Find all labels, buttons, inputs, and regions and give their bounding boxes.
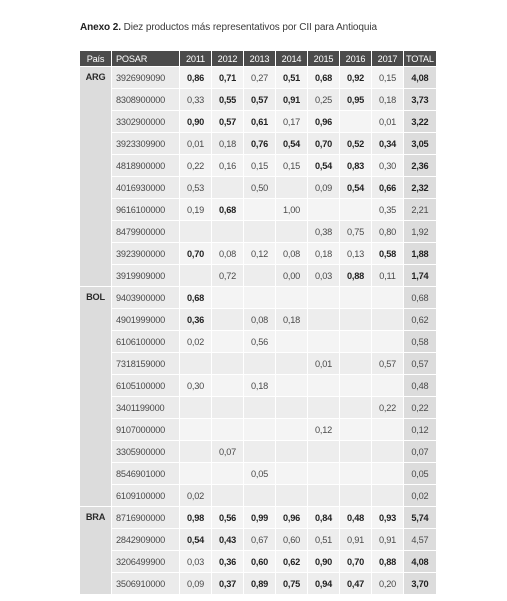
value-cell: 0,68 [308,67,339,88]
value-cell: 0,34 [372,133,403,154]
value-cell: 0,18 [212,133,243,154]
value-cell: 0,54 [180,529,211,550]
value-cell: 0,33 [180,89,211,110]
value-cell: 0,51 [276,67,307,88]
posar-code-cell: 6105100000 [112,375,179,396]
value-cell [308,463,339,484]
posar-code-cell: 3926909090 [112,67,179,88]
value-cell [212,463,243,484]
value-cell [180,397,211,418]
value-cell [372,331,403,352]
value-cell: 0,96 [308,111,339,132]
table-row [80,573,436,594]
posar-code-cell: 8546901000 [112,463,179,484]
value-cell: 0,25 [308,89,339,110]
header-country: País [80,51,111,66]
value-cell [340,463,371,484]
value-cell: 0,80 [372,221,403,242]
header-total: TOTAL [404,51,436,66]
value-cell: 0,09 [308,177,339,198]
value-cell: 0,18 [276,309,307,330]
value-cell [212,397,243,418]
posar-code-cell: 4901999000 [112,309,179,330]
value-cell: 0,22 [180,155,211,176]
value-cell: 0,99 [244,507,275,528]
value-cell: 0,88 [340,265,371,286]
posar-code-cell: 8308900000 [112,89,179,110]
value-cell: 0,37 [212,573,243,594]
value-cell: 0,54 [340,177,371,198]
value-cell: 0,51 [308,529,339,550]
table-row [80,199,436,220]
value-cell: 0,18 [308,243,339,264]
total-cell: 0,58 [404,331,436,352]
value-cell: 0,01 [372,111,403,132]
table-row [80,265,436,286]
table-row [80,375,436,396]
value-cell [340,199,371,220]
value-cell: 0,70 [340,551,371,572]
total-cell: 3,70 [404,573,436,594]
table-row [80,155,436,176]
value-cell: 0,93 [372,507,403,528]
value-cell: 0,22 [372,397,403,418]
value-cell: 0,15 [372,67,403,88]
value-cell [212,353,243,374]
table-row [80,67,436,88]
value-cell [276,375,307,396]
value-cell [244,221,275,242]
value-cell: 0,35 [372,199,403,220]
table-row [80,529,436,550]
posar-code-cell: 9616100000 [112,199,179,220]
table-body [80,67,436,594]
value-cell: 0,67 [244,529,275,550]
value-cell: 0,17 [276,111,307,132]
posar-code-cell: 9403900000 [112,287,179,308]
total-cell: 2,36 [404,155,436,176]
value-cell [276,485,307,506]
header-year-2013: 2013 [244,51,275,66]
value-cell [244,199,275,220]
value-cell: 0,00 [276,265,307,286]
value-cell [276,287,307,308]
table-caption [80,22,377,33]
total-cell: 3,05 [404,133,436,154]
value-cell [308,199,339,220]
table-row [80,89,436,110]
country-cell: BRA [80,507,111,594]
table-row [80,133,436,154]
value-cell [244,265,275,286]
posar-code-cell: 8479900000 [112,221,179,242]
value-cell: 0,55 [212,89,243,110]
value-cell: 0,52 [340,133,371,154]
value-cell: 0,88 [372,551,403,572]
value-cell [372,375,403,396]
total-cell: 0,62 [404,309,436,330]
value-cell: 0,91 [340,529,371,550]
value-cell: 0,18 [372,89,403,110]
value-cell: 1,00 [276,199,307,220]
value-cell: 0,02 [180,485,211,506]
value-cell: 0,20 [372,573,403,594]
posar-code-cell: 4016930000 [112,177,179,198]
posar-code-cell: 3302900000 [112,111,179,132]
country-cell: ARG [80,67,111,286]
value-cell [244,353,275,374]
total-cell: 1,74 [404,265,436,286]
value-cell [180,441,211,462]
value-cell [340,111,371,132]
value-cell: 0,12 [244,243,275,264]
value-cell: 0,84 [308,507,339,528]
value-cell: 0,12 [308,419,339,440]
total-cell: 0,48 [404,375,436,396]
value-cell: 0,54 [308,155,339,176]
value-cell: 0,90 [308,551,339,572]
posar-code-cell: 3305900000 [112,441,179,462]
total-cell: 4,08 [404,67,436,88]
posar-code-cell: 3923309900 [112,133,179,154]
value-cell: 0,11 [372,265,403,286]
header-posar: POSAR [112,51,179,66]
value-cell: 0,53 [180,177,211,198]
posar-code-cell: 7318159000 [112,353,179,374]
value-cell: 0,90 [180,111,211,132]
value-cell: 0,72 [212,265,243,286]
table-row [80,331,436,352]
value-cell: 0,75 [340,221,371,242]
value-cell: 0,83 [340,155,371,176]
value-cell [372,287,403,308]
value-cell [340,441,371,462]
value-cell: 0,18 [244,375,275,396]
table-row [80,353,436,374]
country-cell: BOL [80,287,111,506]
value-cell [372,463,403,484]
value-cell [308,287,339,308]
value-cell: 0,03 [180,551,211,572]
value-cell [180,419,211,440]
value-cell: 0,36 [212,551,243,572]
products-table [79,50,437,595]
value-cell [372,309,403,330]
value-cell [340,485,371,506]
table-row [80,243,436,264]
value-cell [372,419,403,440]
value-cell: 0,61 [244,111,275,132]
value-cell: 0,98 [180,507,211,528]
value-cell: 0,19 [180,199,211,220]
value-cell [340,353,371,374]
value-cell [244,485,275,506]
value-cell [276,441,307,462]
total-cell: 2,21 [404,199,436,220]
table-row [80,485,436,506]
value-cell: 0,07 [212,441,243,462]
value-cell: 0,56 [244,331,275,352]
header-year-2016: 2016 [340,51,371,66]
value-cell: 0,91 [276,89,307,110]
value-cell: 0,58 [372,243,403,264]
value-cell: 0,76 [244,133,275,154]
posar-code-cell: 6109100000 [112,485,179,506]
value-cell [276,221,307,242]
total-cell: 4,57 [404,529,436,550]
value-cell: 0,08 [244,309,275,330]
table-row [80,419,436,440]
posar-code-cell: 4818900000 [112,155,179,176]
value-cell: 0,68 [212,199,243,220]
value-cell: 0,54 [276,133,307,154]
value-cell [212,375,243,396]
table-row [80,287,436,308]
value-cell: 0,60 [276,529,307,550]
value-cell [340,419,371,440]
total-cell: 0,05 [404,463,436,484]
value-cell [212,485,243,506]
table-row [80,507,436,528]
value-cell [308,441,339,462]
value-cell [308,331,339,352]
value-cell [308,485,339,506]
caption-label: Anexo 2. [80,22,121,33]
value-cell: 0,05 [244,463,275,484]
value-cell: 0,36 [180,309,211,330]
value-cell [244,419,275,440]
total-cell: 0,68 [404,287,436,308]
table-row [80,309,436,330]
value-cell [276,177,307,198]
table-row [80,177,436,198]
table-row [80,221,436,242]
value-cell [180,463,211,484]
posar-code-cell: 3206499900 [112,551,179,572]
value-cell: 0,70 [308,133,339,154]
value-cell [340,397,371,418]
value-cell: 0,08 [212,243,243,264]
value-cell: 0,75 [276,573,307,594]
posar-code-cell: 3506910000 [112,573,179,594]
value-cell: 0,50 [244,177,275,198]
total-cell: 1,88 [404,243,436,264]
caption-text: Diez productos más representativos por CII para Antioquia [123,22,377,33]
total-cell: 0,57 [404,353,436,374]
posar-code-cell: 3923900000 [112,243,179,264]
value-cell [308,309,339,330]
value-cell: 0,08 [276,243,307,264]
value-cell [308,397,339,418]
total-cell: 2,32 [404,177,436,198]
value-cell [340,331,371,352]
value-cell: 0,92 [340,67,371,88]
value-cell [212,331,243,352]
value-cell: 0,27 [244,67,275,88]
value-cell: 0,15 [276,155,307,176]
value-cell [276,397,307,418]
value-cell: 0,95 [340,89,371,110]
value-cell: 0,57 [372,353,403,374]
posar-code-cell: 6106100000 [112,331,179,352]
value-cell: 0,71 [212,67,243,88]
header-year-2011: 2011 [180,51,211,66]
value-cell [212,419,243,440]
value-cell [276,331,307,352]
total-cell: 0,12 [404,419,436,440]
table-row [80,441,436,462]
total-cell: 1,92 [404,221,436,242]
value-cell [180,265,211,286]
value-cell: 0,15 [244,155,275,176]
value-cell: 0,91 [372,529,403,550]
header-year-2017: 2017 [372,51,403,66]
total-cell: 3,73 [404,89,436,110]
value-cell [372,441,403,462]
value-cell: 0,01 [180,133,211,154]
value-cell: 0,86 [180,67,211,88]
table-row [80,551,436,572]
value-cell [276,463,307,484]
value-cell [212,309,243,330]
posar-code-cell: 2842909000 [112,529,179,550]
value-cell: 0,68 [180,287,211,308]
posar-code-cell: 3401199000 [112,397,179,418]
value-cell: 0,56 [212,507,243,528]
header-year-2015: 2015 [308,51,339,66]
total-cell: 4,08 [404,551,436,572]
value-cell: 0,57 [244,89,275,110]
header-year-2014: 2014 [276,51,307,66]
total-cell: 0,02 [404,485,436,506]
value-cell: 0,47 [340,573,371,594]
value-cell [340,309,371,330]
value-cell: 0,09 [180,573,211,594]
value-cell [244,441,275,462]
value-cell: 0,02 [180,331,211,352]
value-cell: 0,43 [212,529,243,550]
value-cell: 0,94 [308,573,339,594]
total-cell: 5,74 [404,507,436,528]
posar-code-cell: 8716900000 [112,507,179,528]
table-row [80,463,436,484]
value-cell: 0,38 [308,221,339,242]
value-cell [180,353,211,374]
value-cell [244,287,275,308]
value-cell: 0,48 [340,507,371,528]
value-cell: 0,30 [372,155,403,176]
header-year-2012: 2012 [212,51,243,66]
value-cell: 0,96 [276,507,307,528]
posar-code-cell: 9107000000 [112,419,179,440]
value-cell: 0,57 [212,111,243,132]
value-cell [212,221,243,242]
value-cell: 0,03 [308,265,339,286]
value-cell [340,287,371,308]
value-cell: 0,89 [244,573,275,594]
value-cell [308,375,339,396]
value-cell: 0,13 [340,243,371,264]
value-cell [212,177,243,198]
value-cell: 0,60 [244,551,275,572]
value-cell [340,375,371,396]
value-cell: 0,01 [308,353,339,374]
value-cell [244,397,275,418]
table-row [80,111,436,132]
value-cell: 0,16 [212,155,243,176]
value-cell: 0,62 [276,551,307,572]
total-cell: 0,22 [404,397,436,418]
value-cell [212,287,243,308]
value-cell [276,419,307,440]
total-cell: 0,07 [404,441,436,462]
value-cell: 0,30 [180,375,211,396]
value-cell [180,221,211,242]
value-cell: 0,66 [372,177,403,198]
value-cell [372,485,403,506]
total-cell: 3,22 [404,111,436,132]
value-cell: 0,70 [180,243,211,264]
value-cell [276,353,307,374]
posar-code-cell: 3919909000 [112,265,179,286]
table-row [80,397,436,418]
header-row [80,51,436,66]
